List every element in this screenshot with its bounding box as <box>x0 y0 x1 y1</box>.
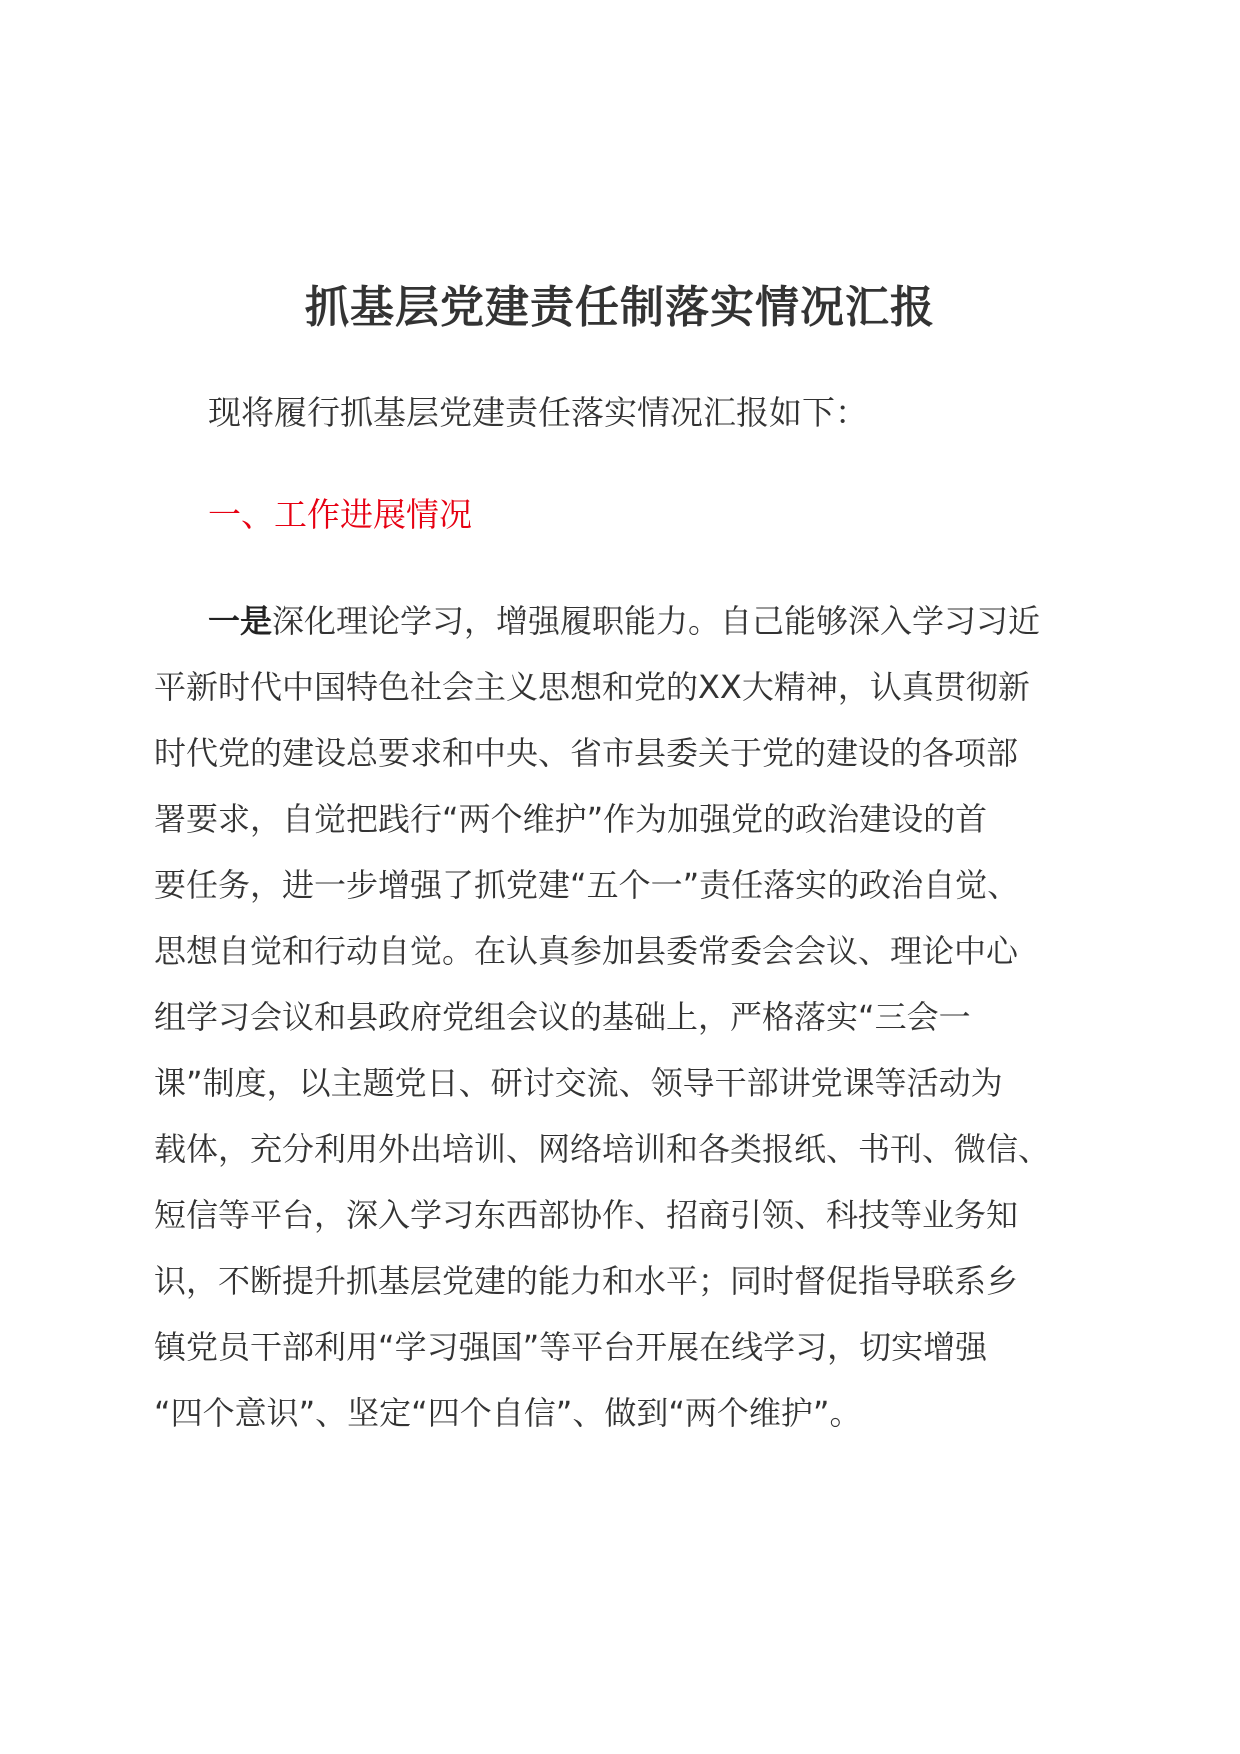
paragraph-line <box>154 588 1094 654</box>
paragraph-line-text: 深化理论学习，增强履职能力。自己能够深入学习习近 <box>272 602 1041 640</box>
paragraph-line: 组学习会议和县政府党组会议的基础上，严格落实“三会一 <box>154 998 971 1036</box>
paragraph-line: “四个意识”、坚定“四个自信”、做到“两个维护”。 <box>154 1394 862 1432</box>
paragraph-line: 课”制度，以主题党日、研讨交流、领导干部讲党课等活动为 <box>154 1064 1003 1102</box>
paragraph-line: 镇党员干部利用“学习强国”等平台开展在线学习，切实增强 <box>154 1328 988 1366</box>
intro-paragraph: 现将履行抓基层党建责任落实情况汇报如下： <box>208 393 868 432</box>
body-paragraph <box>154 588 1094 1446</box>
paragraph-line: 平新时代中国特色社会主义思想和党的XX大精神，认真贯彻新 <box>154 668 1030 706</box>
section-heading: 一、工作进展情况 <box>208 495 472 534</box>
paragraph-line: 思想自觉和行动自觉。在认真参加县委常委会会议、理论中心 <box>154 932 1019 970</box>
paragraph-lead: 一是 <box>208 602 273 640</box>
document-title: 抓基层党建责任制落实情况汇报 <box>305 282 935 333</box>
paragraph-line: 载体，充分利用外出培训、网络培训和各类报纸、书刊、微信、 <box>154 1130 1051 1168</box>
paragraph-line: 识，不断提升抓基层党建的能力和水平；同时督促指导联系乡 <box>154 1262 1019 1300</box>
paragraph-line: 时代党的建设总要求和中央、省市县委关于党的建设的各项部 <box>154 734 1019 772</box>
paragraph-line: 署要求，自觉把践行“两个维护”作为加强党的政治建设的首 <box>154 800 988 838</box>
paragraph-line: 短信等平台，深入学习东西部协作、招商引领、科技等业务知 <box>154 1196 1019 1234</box>
paragraph-line: 要任务，进一步增强了抓党建“五个一”责任落实的政治自觉、 <box>154 866 1020 904</box>
